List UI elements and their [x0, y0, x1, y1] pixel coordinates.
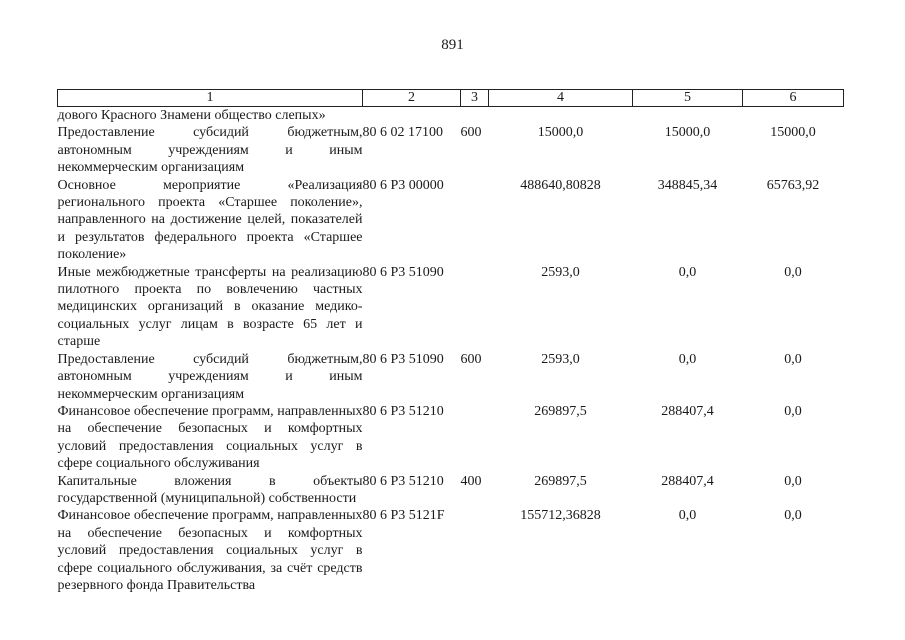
row-value-3: 0,0: [784, 351, 802, 367]
row-value-3: 0,0: [784, 264, 802, 280]
row-type: [461, 264, 489, 351]
row-description: Финансовое обеспечение программ, направленных на обеспечение безопасных и комфортных условий предоставления социальных услуг в сфере социального обслуживания, за счёт средств резервного фонда Правительства: [57, 508, 363, 593]
table-row: [58, 107, 844, 125]
header-col-6: 6: [743, 90, 844, 107]
row-value-1: 2593,0: [541, 351, 580, 367]
row-value-2: 0,0: [678, 351, 697, 367]
row-type: 400: [460, 473, 482, 489]
row-value-2: 348845,34: [657, 177, 718, 193]
row-code: 80 6 P3 51210: [362, 403, 444, 419]
header-col-2: 2: [363, 90, 461, 107]
row-description: дового Красного Знамени общество слепых»: [57, 108, 326, 123]
row-value-3: [743, 107, 844, 125]
row-value-1: 155712,36828: [520, 508, 601, 524]
table-row: [58, 473, 844, 508]
row-value-1: [489, 107, 633, 125]
row-value-1: 269897,5: [534, 403, 587, 419]
row-code: 80 6 P3 5121F: [362, 508, 445, 524]
row-code: [363, 107, 461, 125]
row-value-3: 0,0: [784, 473, 802, 489]
row-code: 80 6 P3 51210: [362, 473, 444, 489]
row-type: 600: [460, 351, 482, 367]
row-value-3: 65763,92: [766, 177, 820, 193]
row-description: Иные межбюджетные трансферты на реализацию пилотного проекта по вовлечению частных медицинских организаций в оказание медико-социальных услуг лицам в возрасте 65 лет и старше: [57, 264, 363, 350]
header-col-4: 4: [489, 90, 633, 107]
row-value-2: 288407,4: [661, 403, 714, 419]
row-type: [461, 507, 489, 594]
row-type: [461, 403, 489, 473]
row-code: 80 6 P3 51090: [362, 264, 444, 280]
row-type: [461, 107, 489, 125]
row-description: Основное мероприятие «Реализация регионального проекта «Старшее поколение», направленного на достижение целей, показателей и результатов федерального проекта «Старшее поколение»: [57, 177, 363, 263]
table-row: [58, 177, 844, 264]
row-value-1: 15000,0: [537, 125, 584, 141]
row-description: Предоставление субсидий бюджетным, автономным учреждениям и иным некоммерческим организациям: [57, 351, 363, 402]
table-row: [58, 351, 844, 403]
page-number: 891: [441, 37, 464, 53]
table-row: [58, 264, 844, 351]
row-type: 600: [460, 125, 482, 141]
row-value-1: 488640,80828: [520, 177, 601, 193]
row-value-2: 0,0: [678, 508, 697, 524]
row-type: [461, 177, 489, 264]
header-col-1: 1: [58, 90, 363, 107]
row-description: Финансовое обеспечение программ, направленных на обеспечение безопасных и комфортных условий предоставления социальных услуг в сфере социального обслуживания: [57, 403, 363, 472]
row-value-1: 2593,0: [541, 264, 580, 280]
table-row: [58, 403, 844, 473]
row-value-2: [633, 107, 743, 125]
row-value-3: 0,0: [784, 508, 802, 524]
row-value-3: 15000,0: [770, 125, 816, 141]
row-value-2: 288407,4: [661, 473, 714, 489]
table-header-row: [58, 90, 844, 107]
row-code: 80 6 02 17100: [362, 125, 443, 141]
budget-table: [57, 89, 844, 594]
row-value-2: 0,0: [678, 264, 697, 280]
row-value-2: 15000,0: [664, 125, 711, 141]
header-col-5: 5: [633, 90, 743, 107]
row-value-1: 269897,5: [534, 473, 587, 489]
row-code: 80 6 P3 51090: [362, 351, 444, 367]
row-description: Предоставление субсидий бюджетным, автономным учреждениям и иным некоммерческим организациям: [57, 125, 363, 176]
header-col-3: 3: [461, 90, 489, 107]
row-code: 80 6 P3 00000: [362, 177, 444, 193]
row-description: Капитальные вложения в объекты государственной (муниципальной) собственности: [57, 473, 363, 506]
table-row: [58, 507, 844, 594]
row-value-3: 0,0: [784, 403, 802, 419]
table-row: [58, 124, 844, 176]
